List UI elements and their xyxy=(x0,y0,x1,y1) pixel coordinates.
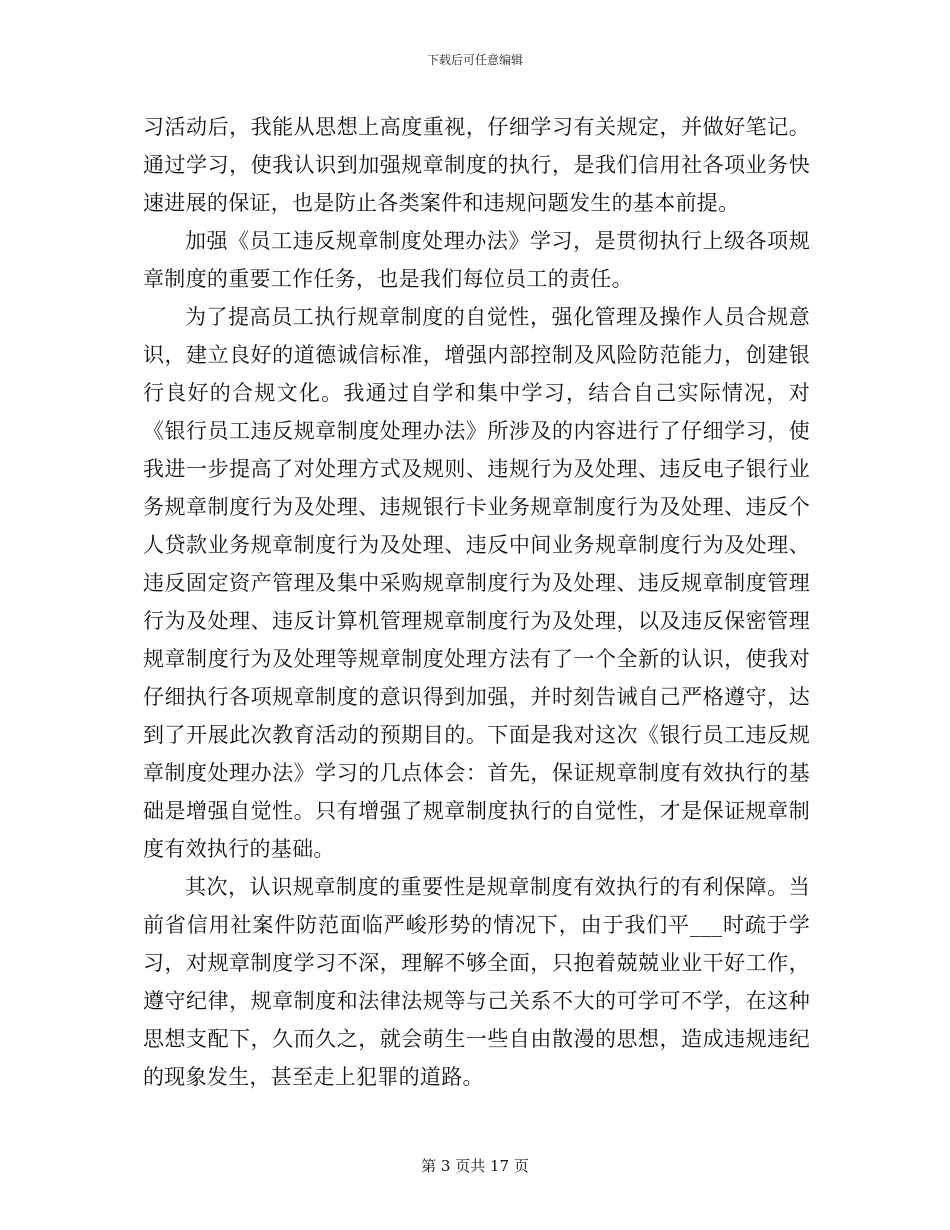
page-footer: 第 3 页共 17 页 xyxy=(421,1157,529,1175)
page-header: 下载后可任意编辑 xyxy=(426,53,523,67)
paragraph-2: 加强《员工违反规章制度处理办法》学习，是贯彻执行上级各项规章制度的重要工作任务，也是我们每位员工的责任。 xyxy=(143,229,810,291)
paragraph-3: 为了提高员工执行规章制度的自觉性，强化管理及操作人员合规意识，建立良好的道德诚信标准，增强内部控制及风险防范能力，创建银行良好的合规文化。我通过自学和集中学习，结合自己实际情况，对《银行员工违反规章制度处理办法》所涉及的内容进行了仔细学习，使我进一步提高了对处理方式及规则、违规行为及处理、违反电子银行业务规章制度行为及处理、违规银行卡业务规章制度行为及处理、违反个人贷款业务规章制度行为及处理、违反中间业务规章制度行为及处理、违反固定资产管理及集中采购规章制度行为及处理、违反规章制度管理行为及处理、违反计算机管理规章制度行为及处理，以及违反保密管理规章制度行为及处理等规章制度处理方法有了一个全新的认识，使我对仔细执行各项规章制度的意识得到加强，并时刻告诫自己严格遵守，达到了开展此次教育活动的预期目的。下面是我对这次《银行员工违反规章制度处理办法》学习的几点体会：首先，保证规章制度有效执行的基础是增强自觉性。只有增强了规章制度执行的自觉性，才是保证规章制度有效执行的基础。 xyxy=(143,305,810,861)
document-body xyxy=(143,108,810,1096)
paragraph-1: 习活动后，我能从思想上高度重视，仔细学习有关规定，并做好笔记。通过学习，使我认识到加强规章制度的执行，是我们信用社各项业务快速进展的保证，也是防止各类案件和违规问题发生的基本前提。 xyxy=(143,115,810,215)
paragraph-4: 其次，认识规章制度的重要性是规章制度有效执行的有利保障。当前省信用社案件防范面临严峻形势的情况下，由于我们平___时疏于学习，对规章制度学习不深，理解不够全面，只抱着兢兢业业干好工作，遵守纪律，规章制度和法律法规等与己关系不大的可学可不学，在这种思想支配下，久而久之，就会萌生一些自由散漫的思想，造成违规违纪的现象发生，甚至走上犯罪的道路。 xyxy=(143,875,810,1089)
